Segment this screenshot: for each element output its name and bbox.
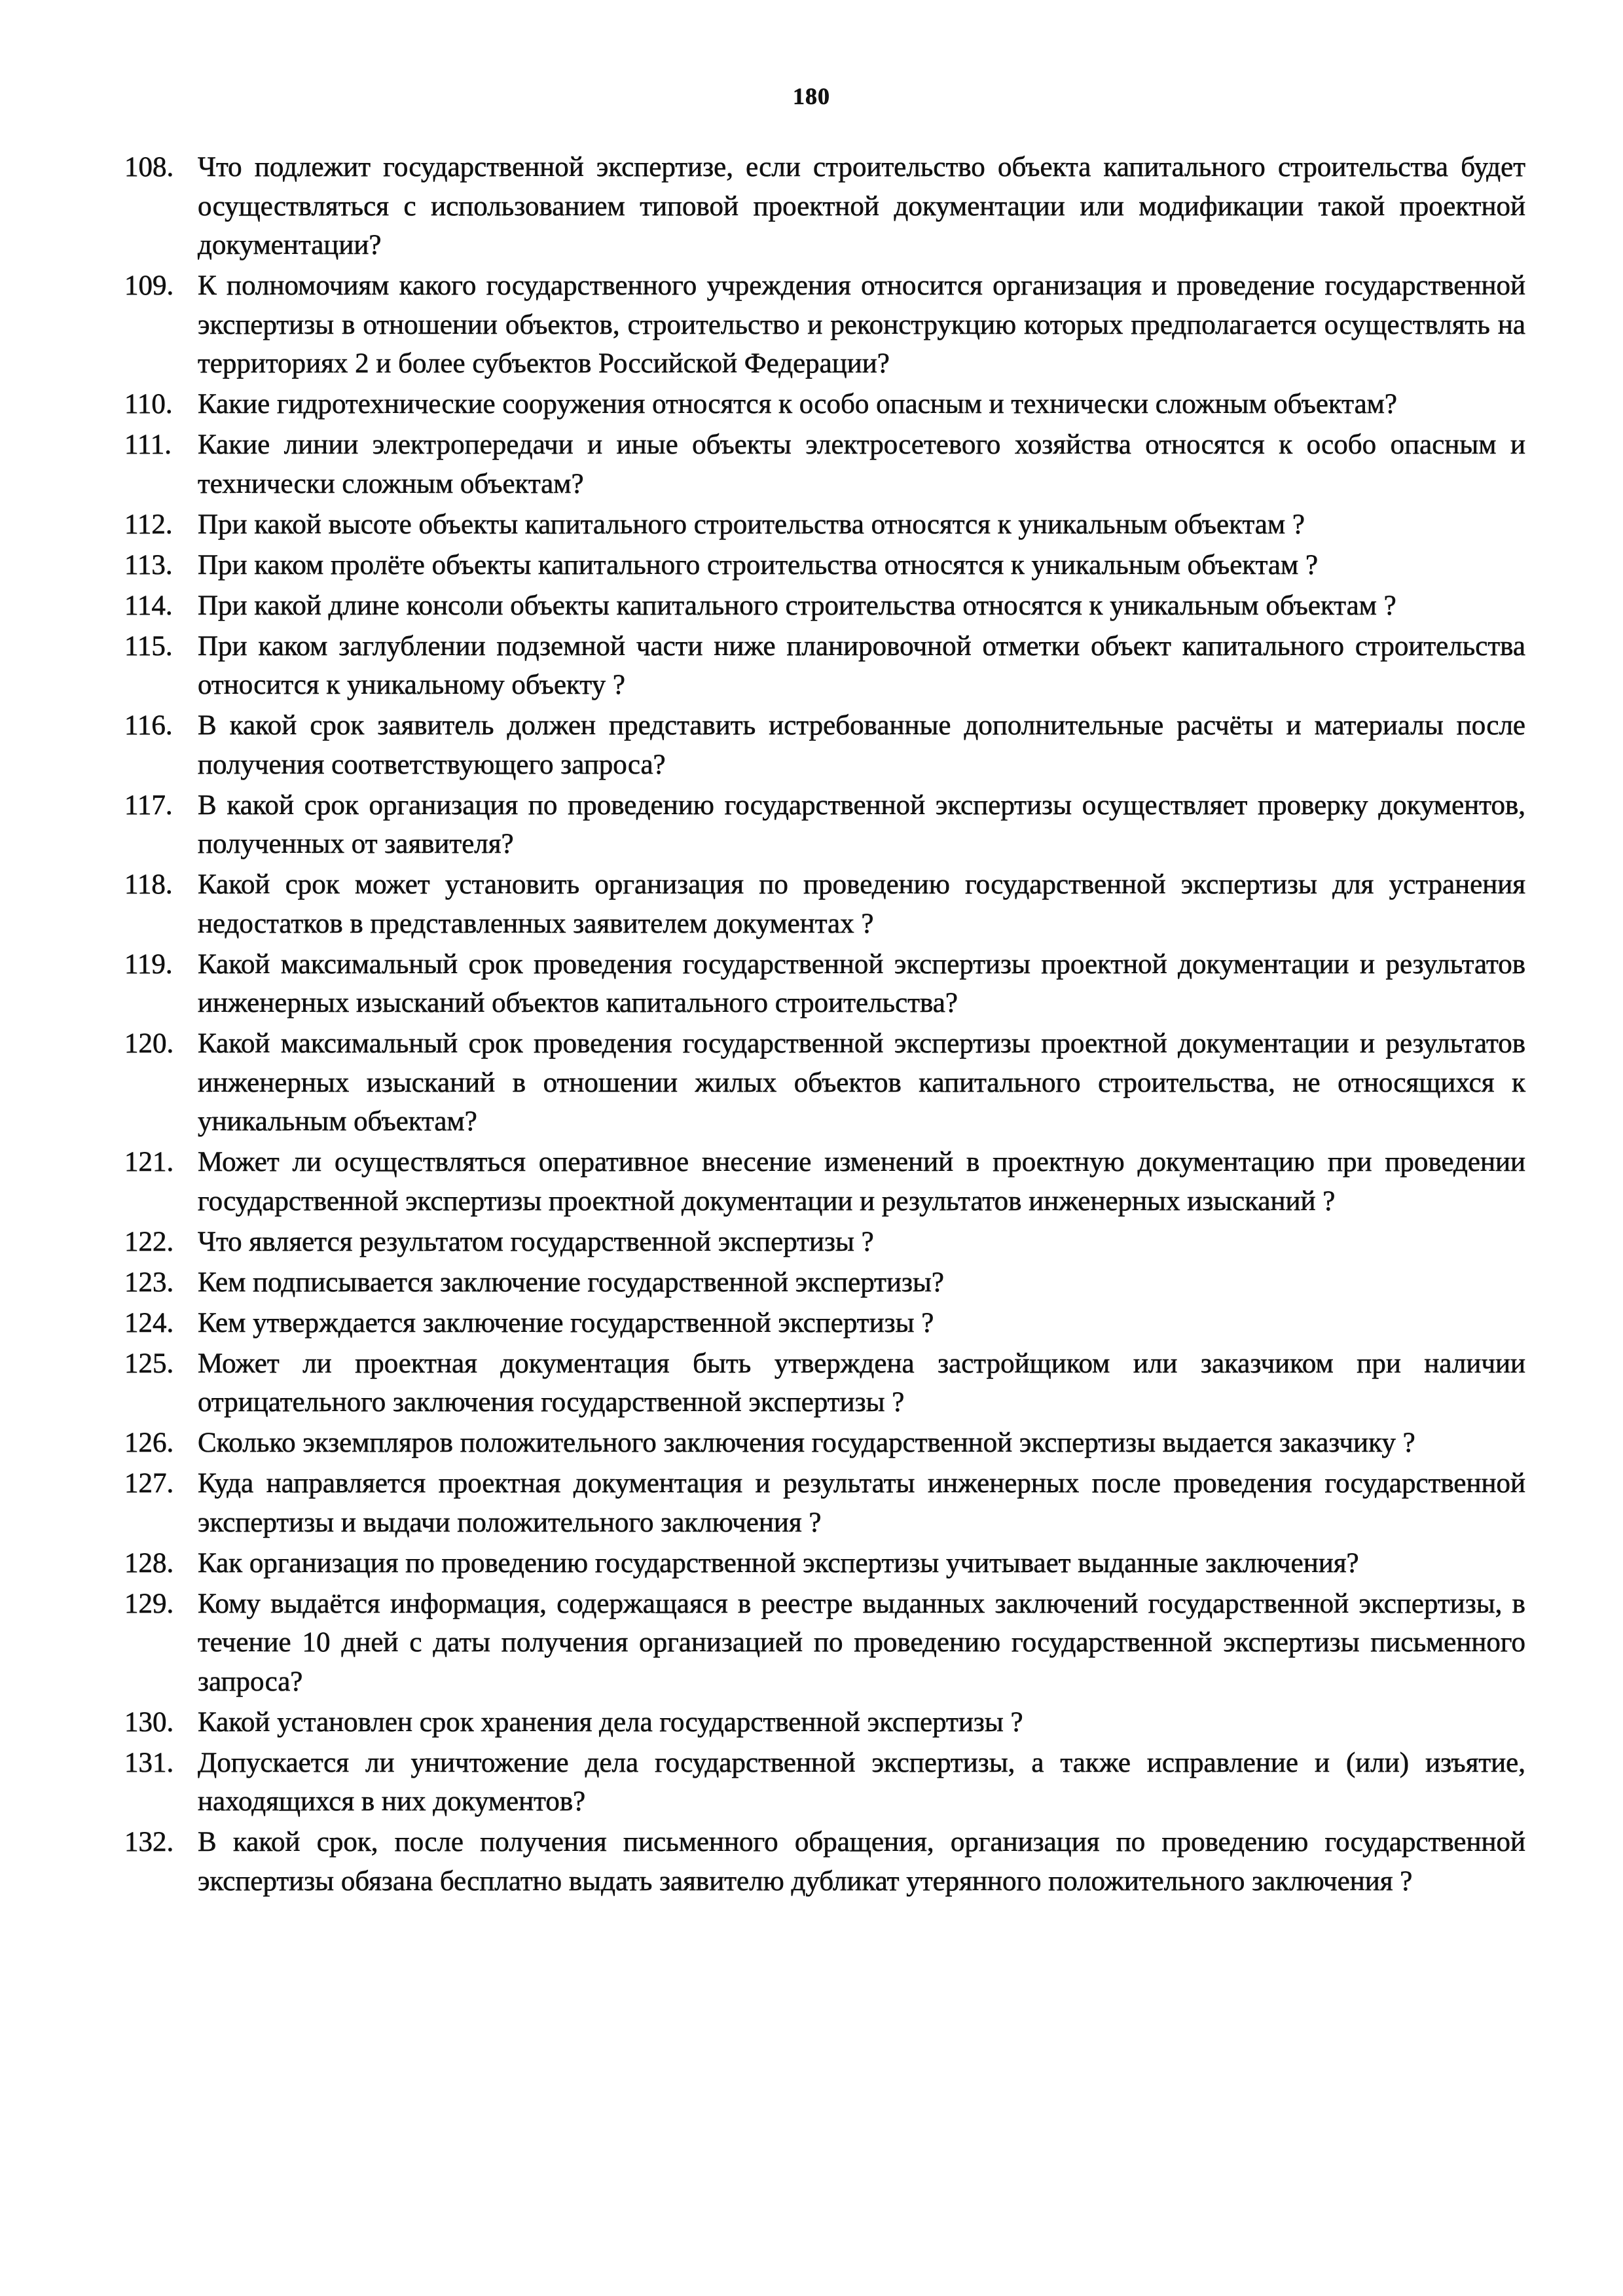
question-text: Сколько экземпляров положительного заключения государственной экспертизы выдается заказчику ? <box>198 1427 1415 1458</box>
question-text: Какой срок может установить организация по проведению государственной экспертизы для устранения недостатков в представленных заявителем документах ? <box>198 869 1525 939</box>
question-item <box>124 1344 1525 1422</box>
question-item <box>124 586 1525 626</box>
question-item <box>124 266 1525 384</box>
question-item <box>124 425 1525 503</box>
question-number: 108. <box>124 152 174 183</box>
question-number: 124. <box>124 1307 174 1338</box>
question-item <box>124 1424 1525 1463</box>
question-number: 109. <box>124 270 174 301</box>
question-item <box>124 1263 1525 1302</box>
question-text: К полномочиям какого государственного учреждения относится организация и проведение государственной экспертизы в отношении объектов, строительство и реконструкцию которых предполагается осуществлять на территориях 2 и более субъектов Российской Федерации? <box>198 270 1525 379</box>
question-text: В какой срок заявитель должен представить истребованные дополнительные расчёты и материалы после получения соответствующего запроса? <box>198 710 1525 780</box>
question-number: 114. <box>124 590 173 621</box>
question-number: 128. <box>124 1547 174 1579</box>
question-text: При каком заглублении подземной части ниже планировочной отметки объект капитального строительства относится к уникальному объекту ? <box>198 630 1525 700</box>
question-text: Какой максимальный срок проведения государственной экспертизы проектной документации и результатов инженерных изысканий в отношении жилых объектов капитального строительства, не относящихся к уникальным объектам? <box>198 1028 1525 1137</box>
question-item <box>124 1744 1525 1821</box>
question-item <box>124 148 1525 265</box>
question-number: 127. <box>124 1468 174 1499</box>
question-text: При какой длине консоли объекты капитального строительства относятся к уникальным объектам ? <box>198 590 1396 621</box>
page-number: 180 <box>793 83 830 109</box>
question-text: Допускается ли уничтожение дела государственной экспертизы, а также исправление и (или) изъятие, находящихся в них документов? <box>198 1747 1525 1817</box>
question-text: Может ли проектная документация быть утверждена застройщиком или заказчиком при наличии отрицательного заключения государственной экспертизы ? <box>198 1348 1525 1418</box>
question-number: 111. <box>124 429 172 460</box>
question-item <box>124 546 1525 585</box>
question-number: 123. <box>124 1266 174 1298</box>
question-text: Как организация по проведению государственной экспертизы учитывает выданные заключения? <box>198 1547 1359 1579</box>
question-number: 120. <box>124 1028 174 1059</box>
question-number: 131. <box>124 1747 174 1778</box>
question-text: В какой срок, после получения письменного обращения, организация по проведению государственной экспертизы обязана бесплатно выдать заявителю дубликат утерянного положительного заключения ? <box>198 1827 1525 1897</box>
question-number: 132. <box>124 1827 174 1857</box>
question-number: 125. <box>124 1348 174 1379</box>
question-item <box>124 627 1525 705</box>
question-text: Какой установлен срок хранения дела государственной экспертизы ? <box>198 1706 1023 1738</box>
question-item <box>124 1464 1525 1542</box>
question-text: В какой срок организация по проведению государственной экспертизы осуществляет проверку документов, полученных от заявителя? <box>198 789 1525 859</box>
question-text: Какие линии электропередачи и иные объекты электросетевого хозяйства относятся к особо опасным и технически сложным объектам? <box>198 429 1525 499</box>
question-number: 112. <box>124 509 173 540</box>
question-number: 121. <box>124 1147 174 1177</box>
question-number: 122. <box>124 1226 174 1257</box>
question-text: Какие гидротехнические сооружения относятся к особо опасным и технически сложным объектам? <box>198 389 1397 420</box>
question-item <box>124 1143 1525 1221</box>
question-number: 129. <box>124 1588 174 1619</box>
question-number: 126. <box>124 1427 174 1458</box>
question-text: При каком пролёте объекты капитального строительства относятся к уникальным объектам ? <box>198 549 1319 581</box>
question-item <box>124 1544 1525 1583</box>
question-number: 115. <box>124 630 173 662</box>
question-text: При какой высоте объекты капитального строительства относятся к уникальным объектам ? <box>198 509 1305 540</box>
question-number: 119. <box>124 948 173 980</box>
question-item <box>124 1585 1525 1702</box>
question-item <box>124 1703 1525 1742</box>
question-text: Кем утверждается заключение государственной экспертизы ? <box>198 1307 934 1338</box>
question-text: Может ли осуществляться оперативное внесение изменений в проектную документацию при проведении государственной экспертизы проектной документации и результатов инженерных изысканий ? <box>198 1147 1525 1217</box>
question-number: 118. <box>124 869 173 900</box>
question-item <box>124 1223 1525 1262</box>
question-number: 113. <box>124 549 173 581</box>
question-item <box>124 786 1525 864</box>
question-number: 110. <box>124 389 173 420</box>
question-number: 117. <box>124 789 173 821</box>
question-item <box>124 945 1525 1023</box>
question-item <box>124 1304 1525 1343</box>
question-item <box>124 706 1525 784</box>
question-text: Кому выдаётся информация, содержащаяся в реестре выданных заключений государственной экспертизы, в течение 10 дней с даты получения организацией по проведению государственной экспертизы письменного запроса? <box>198 1588 1525 1697</box>
question-text: Что подлежит государственной экспертизе, если строительство объекта капитального строительства будет осуществляться с использованием типовой проектной документации или модификации такой проектной документации? <box>198 152 1525 260</box>
question-text: Что является результатом государственной экспертизы ? <box>198 1226 874 1257</box>
question-item <box>124 385 1525 424</box>
question-number: 130. <box>124 1706 174 1738</box>
question-item <box>124 1024 1525 1141</box>
question-text: Кем подписывается заключение государственной экспертизы? <box>198 1266 944 1298</box>
question-item <box>124 865 1525 943</box>
question-item <box>124 1823 1525 1901</box>
question-list <box>124 148 1525 1903</box>
question-text: Куда направляется проектная документация и результаты инженерных после проведения государственной экспертизы и выдачи положительного заключения ? <box>198 1468 1525 1538</box>
question-text: Какой максимальный срок проведения государственной экспертизы проектной документации и результатов инженерных изысканий объектов капитального строительства? <box>198 948 1525 1018</box>
question-number: 116. <box>124 710 173 741</box>
question-item <box>124 505 1525 545</box>
